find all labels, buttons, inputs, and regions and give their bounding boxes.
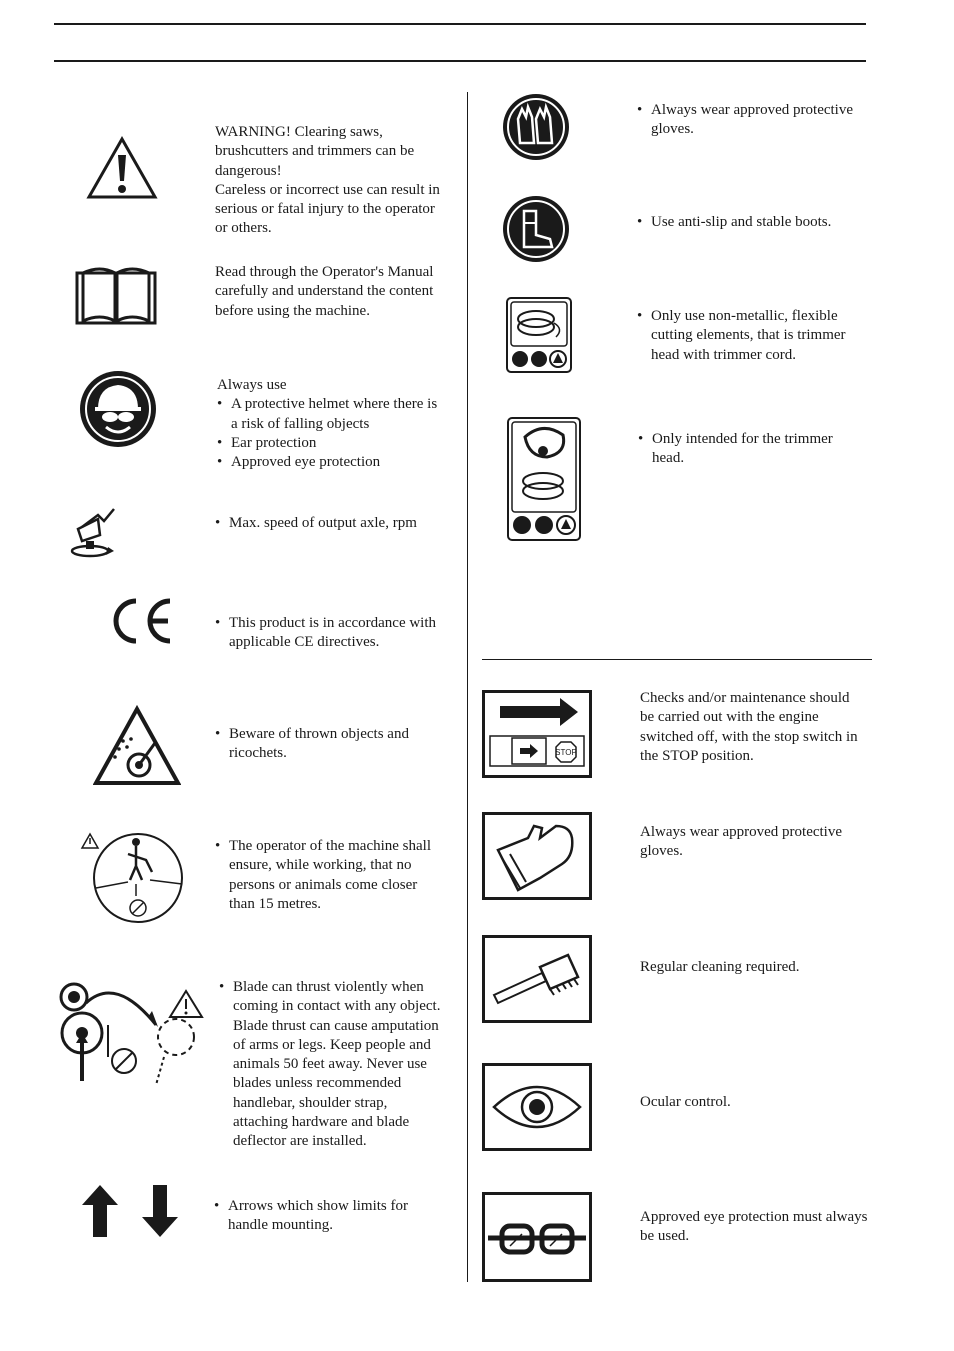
list-item: • Only intended for the trimmer head. <box>638 430 868 469</box>
stop-switch-icon <box>482 690 592 778</box>
ppe-intro: Always use <box>217 377 287 393</box>
list-item: • Approved eye protection <box>217 453 457 472</box>
trimmer-head-icon <box>506 297 572 373</box>
list-item: • Only use non-metallic, flexible cutting elements, that is trimmer head with trimmer cord. <box>637 307 867 365</box>
up-down-arrows-icon <box>82 1183 178 1239</box>
list-item: • The operator of the machine shall ensure, while working, that no persons or animals come closer than 15 metres. <box>215 837 455 914</box>
boots-text <box>637 213 867 232</box>
blade-thrust-icon <box>56 977 208 1089</box>
trimmer-only-text <box>638 430 868 469</box>
list-item: • Blade can thrust violently when coming in contact with any object. Blade thrust can cause amputation of arms or legs. Keep people and animals 50 feet away. Never use blades unless recommended handlebar, shoulder strap, attaching hardware and blade deflector are installed. <box>219 978 459 1152</box>
cleaning-brush-icon <box>482 935 592 1023</box>
output-axle-speed-icon <box>68 505 118 561</box>
safety-glasses-icon <box>482 1192 592 1282</box>
boots-icon <box>502 195 570 263</box>
gloves-text <box>637 101 867 140</box>
safety-distance-icon <box>80 832 188 924</box>
blade-text <box>219 978 459 1152</box>
ce-mark-icon <box>106 596 176 646</box>
list-item: • This product is in accordance with applicable CE directives. <box>215 614 455 653</box>
list-item: • Always wear approved protective gloves. <box>637 101 867 140</box>
thrown-objects-icon <box>93 705 181 787</box>
warning-text: WARNING! Clearing saws, brushcutters and trimmers can be dangerous! Careless or incorrect use can result in serious or fatal injury to the operator or others. <box>215 124 440 237</box>
maintenance-stop-text: Checks and/or maintenance should be carried out with the engine switched off, with the stop switch in the STOP position. <box>640 690 858 764</box>
list-item: • Max. speed of output axle, rpm <box>215 514 455 533</box>
maintenance-ocular-text: Ocular control. <box>640 1094 731 1110</box>
gloves-icon <box>502 93 570 161</box>
list-item: • A protective helmet where there is a risk of falling objects <box>217 395 457 434</box>
warning-triangle-icon <box>86 135 158 201</box>
manual-text: Read through the Operator's Manual carefully and understand the content before using the machine. <box>215 264 434 319</box>
helmet-visor-icon <box>78 369 158 449</box>
column-divider <box>467 92 468 1282</box>
ppe-text <box>217 376 457 472</box>
section-divider <box>482 659 872 660</box>
trimmer-cord-text <box>637 307 867 365</box>
distance-text <box>215 837 455 914</box>
list-item: • Ear protection <box>217 434 457 453</box>
eye-icon <box>482 1063 592 1151</box>
trimmer-guard-icon <box>507 417 581 541</box>
speed-text <box>215 514 455 533</box>
maintenance-glove-text: Always wear approved protective gloves. <box>640 824 843 860</box>
maintenance-eye-protection-text: Approved eye protection must always be used. <box>640 1209 868 1245</box>
ce-text <box>215 614 455 653</box>
header-rule-bottom <box>54 60 866 62</box>
stop-label: STOP <box>555 748 577 757</box>
thrown-text <box>215 725 455 764</box>
list-item: • Use anti-slip and stable boots. <box>637 213 867 232</box>
list-item: • Arrows which show limits for handle mounting. <box>214 1197 454 1236</box>
maintenance-cleaning-text: Regular cleaning required. <box>640 959 800 975</box>
arrows-text <box>214 1197 454 1236</box>
header-rule-top <box>54 23 866 25</box>
book-icon <box>75 265 157 325</box>
list-item: • Beware of thrown objects and ricochets. <box>215 725 455 764</box>
protective-glove-icon <box>482 812 592 900</box>
